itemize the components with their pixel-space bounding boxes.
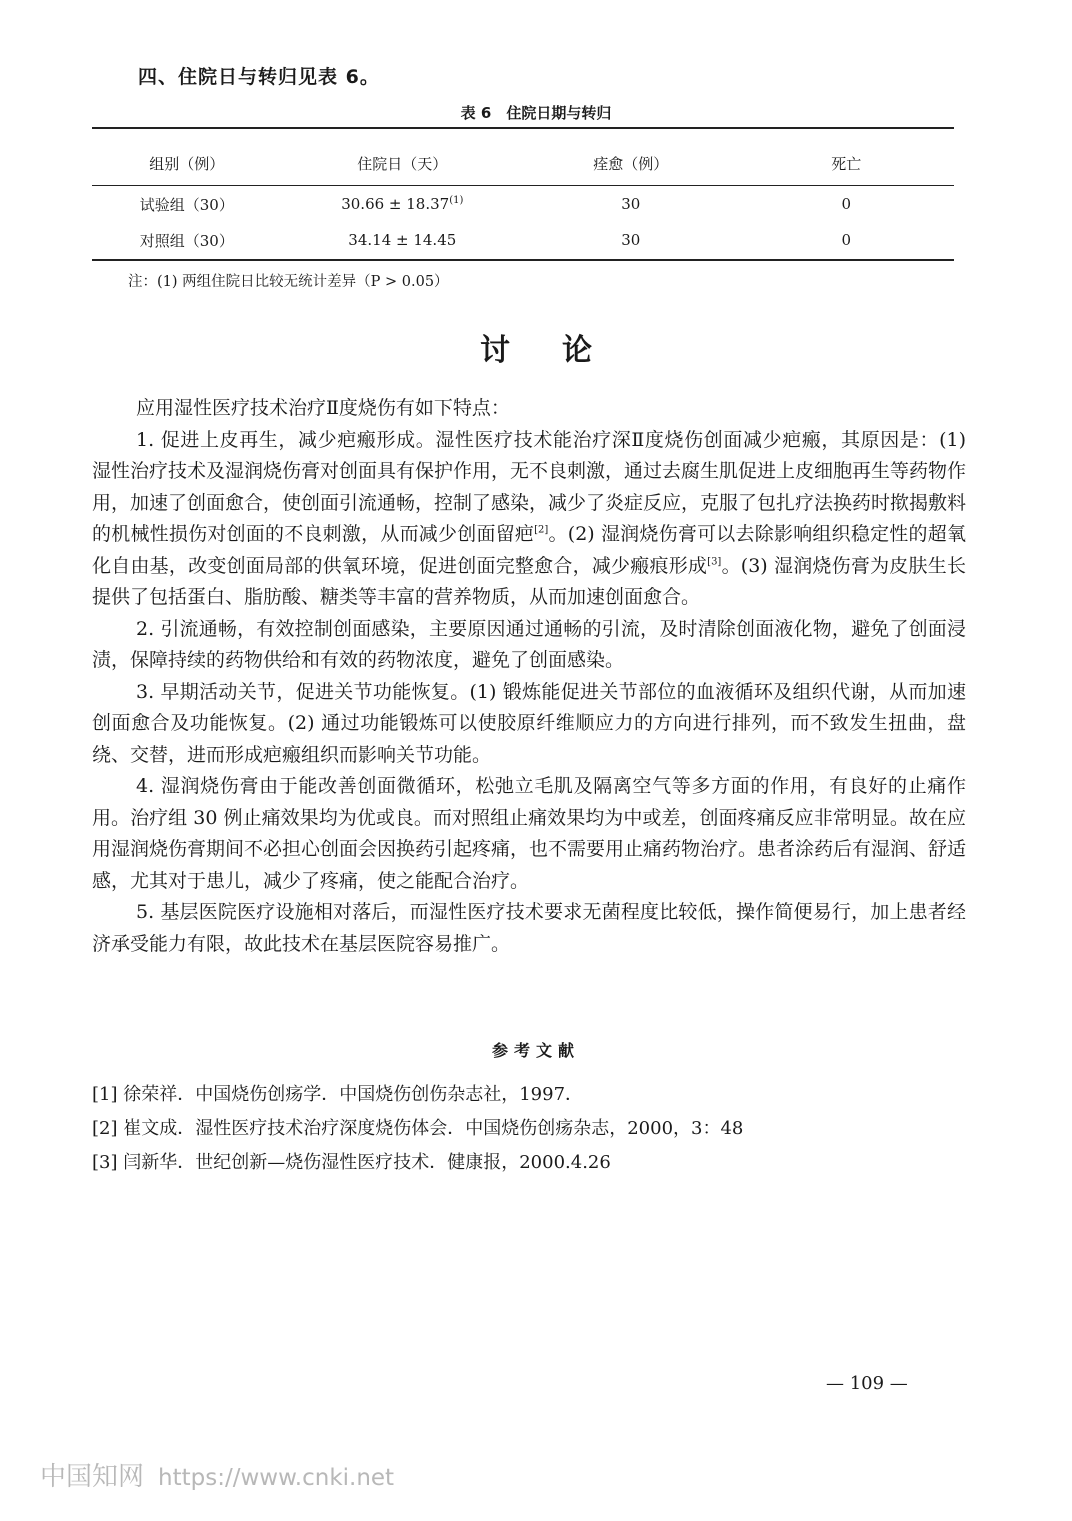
discussion-paragraph-4: 4. 湿润烧伤膏由于能改善创面微循环，松弛立毛肌及隔离空气等多方面的作用，有良好的止痛作用。治疗组 30 例止痛效果均为优或良。而对照组止痛效果均为中或差，创面疼痛反应非常明显。故在应用湿润烧伤膏期间不必担心创面会因换药引起疼痛，也不需要用止痛药物治疗。患者涂药后有湿润、舒适感，尤其对于患儿，减少了疼痛，使之能配合治疗。 bbox=[92, 775, 967, 892]
cell-died: 0 bbox=[841, 231, 852, 249]
table-row bbox=[92, 222, 954, 258]
citation-3: [3] bbox=[707, 556, 722, 568]
table-note: 注：(1) 两组住院日比较无统计差异（P > 0.05） bbox=[128, 274, 449, 290]
table-top-rule bbox=[92, 127, 954, 129]
discussion-intro: 应用湿性医疗技术治疗Ⅱ度烧伤有如下特点： bbox=[136, 397, 510, 419]
cell-days: 34.14 ± 14.45 bbox=[348, 231, 457, 249]
reference-item: [1] 徐荣祥．中国烧伤创疡学．中国烧伤创伤杂志社，1997． bbox=[92, 1084, 584, 1105]
watermark-url: https://www.cnki.net bbox=[158, 1465, 395, 1491]
watermark bbox=[40, 1456, 394, 1493]
table-caption: 表 6 住院日期与转归 bbox=[460, 104, 612, 122]
cell-cured: 30 bbox=[621, 195, 641, 213]
discussion-paragraph-5: 5. 基层医院医疗设施相对落后，而湿性医疗技术要求无菌程度比较低，操作简便易行，加上患者经济承受能力有限，故此技术在基层医院容易推广。 bbox=[92, 901, 966, 955]
citation-2: [2] bbox=[534, 524, 549, 536]
discussion-paragraph-2: 2. 引流通畅，有效控制创面感染，主要原因通过通畅的引流，及时清除创面液化物，避免了创面浸渍，保障持续的药物供给和有效的药物浓度，避免了创面感染。 bbox=[92, 617, 966, 671]
table-header-row bbox=[92, 140, 954, 186]
hospital-days-table bbox=[92, 140, 954, 258]
reference-item: [2] 崔文成．湿性医疗技术治疗深度烧伤体会．中国烧伤创疡杂志，2000，3：48 bbox=[92, 1118, 744, 1139]
section-heading: 四、住院日与转归见表 6。 bbox=[138, 66, 380, 88]
discussion-title: 讨论 bbox=[480, 333, 644, 368]
cell-died: 0 bbox=[841, 195, 852, 213]
cell-cured: 30 bbox=[621, 231, 641, 249]
cell-group: 试验组（30） bbox=[139, 195, 234, 214]
references-title: 参考文献 bbox=[491, 1041, 580, 1060]
reference-item: [3] 闫新华．世纪创新—烧伤湿性医疗技术．健康报，2000.4.26 bbox=[92, 1152, 611, 1173]
discussion-body bbox=[92, 393, 966, 960]
cell-group: 对照组（30） bbox=[139, 231, 234, 250]
header-days: 住院日（天） bbox=[357, 154, 448, 173]
watermark-brand: 中国知网 bbox=[40, 1462, 145, 1492]
page-number: — 109 — bbox=[826, 1373, 908, 1394]
table-row bbox=[92, 186, 954, 222]
header-died: 死亡 bbox=[831, 154, 862, 173]
discussion-paragraph-1: 1. 促进上皮再生，减少疤瘢形成。湿性医疗技术能治疗深Ⅱ度烧伤创面减少疤瘢，其原因是：(1) 湿性治疗技术及湿润烧伤膏对创面具有保护作用，无不良刺激，通过去腐生肌促进上皮细胞再生等药物作用，加速了创面愈合，使创面引流通畅，控制了感染，减少了炎症反应，克服了包扎疗法换药时揿揭敷料的机械性损伤对创面的不良刺激，从而减少创面留疤[2]。(2) 湿润烧伤膏可以去除影响组织稳定性的超氧化自由基，改变创面局部的供氧环境，促进创面完整愈合，减少瘢痕形成[3]。(3) 湿润烧伤膏为皮肤生长提供了包括蛋白、脂肪酸、糖类等丰富的营养物质，从而加速创面愈合。 bbox=[92, 428, 967, 608]
header-group: 组别（例） bbox=[149, 154, 225, 173]
cell-days: $30.66 \pm 18.37^{(1)}$ bbox=[341, 195, 464, 213]
days-footnote-mark: (1) bbox=[449, 195, 464, 206]
table-bottom-rule bbox=[92, 259, 954, 261]
header-cured: 痊愈（例） bbox=[593, 154, 669, 173]
discussion-paragraph-3: 3. 早期活动关节，促进关节功能恢复。(1) 锻炼能促进关节部位的血液循环及组织代谢，从而加速创面愈合及功能恢复。(2) 通过功能锻炼可以使胶原纤维顺应力的方向进行排列，而不致发生扭曲，盘绕、交替，进而形成疤瘢组织而影响关节功能。 bbox=[92, 680, 966, 766]
references-list bbox=[92, 1078, 743, 1180]
